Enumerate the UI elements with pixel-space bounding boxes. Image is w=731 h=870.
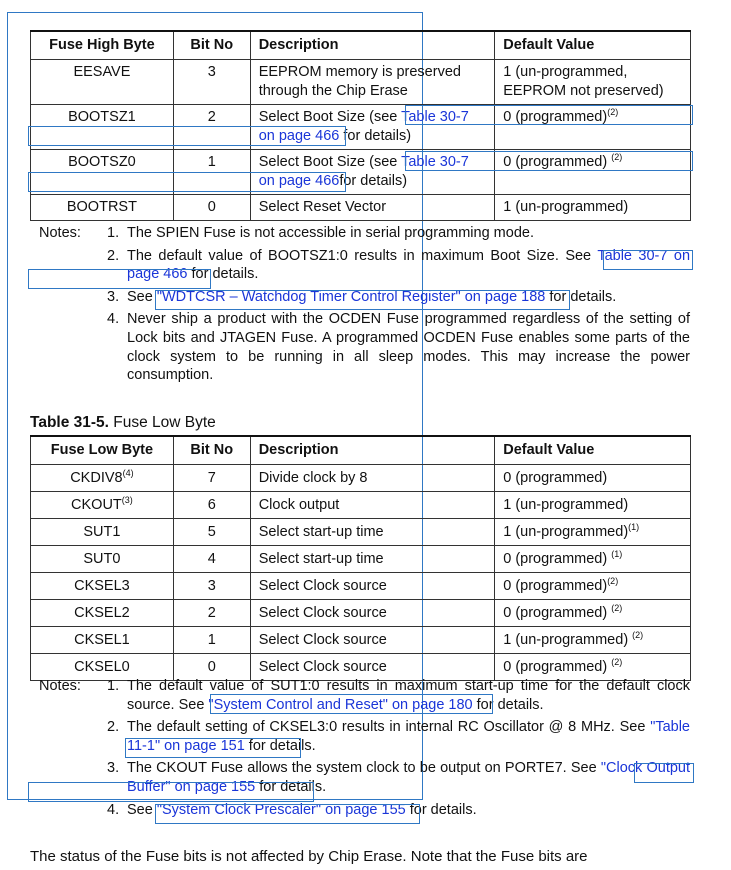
bit-no: 0	[173, 654, 250, 681]
bit-no: 5	[173, 519, 250, 546]
default-value: 0 (programmed) $^{(2)}$	[495, 600, 691, 627]
fuse-low-byte-table	[30, 435, 691, 681]
fuse-name: CKSEL3	[31, 573, 174, 600]
fuse-name: CKSEL1	[31, 627, 174, 654]
default-value: 0 (programmed)	[495, 465, 691, 492]
header-bit-no: Bit No	[173, 31, 250, 60]
description: Select Boot Size (see Table 30-7 on page 466 for details)	[250, 105, 495, 150]
header-bit-no: Bit No	[173, 436, 250, 465]
default-value: 1 (un-programmed) $^{(2)}$	[495, 627, 691, 654]
header-description: Description	[250, 436, 495, 465]
table-header-row	[31, 31, 691, 60]
table-row	[31, 465, 691, 492]
bit-no: 2	[173, 600, 250, 627]
table-30-7-link[interactable]: Table 30-7 on page 466	[258, 154, 469, 189]
fuse-name: CKDIV8$^{(4)}$	[31, 465, 174, 492]
wdtcsr-link[interactable]: "WDTCSR – Watchdog Timer Control Register" on page 188	[156, 288, 546, 305]
note-item: 2. The default setting of CKSEL3:0 results in internal RC Oscillator @ 8 MHz. See "Table 11-1" on page 151 for details.	[107, 719, 690, 754]
default-value: 0 (programmed)$^{(2)}$	[495, 105, 691, 150]
header-default-value: Default Value	[495, 436, 691, 465]
fuse-name: EESAVE	[31, 60, 174, 105]
default-value: 1 (un-programmed, EEPROM not preserved)	[495, 60, 691, 105]
fuse-name: BOOTSZ1	[31, 105, 174, 150]
fuse-name: BOOTSZ0	[31, 150, 174, 195]
note-item: 4. See "System Clock Prescaler" on page 155 for details.	[107, 801, 477, 818]
bit-no: 2	[173, 105, 250, 150]
table-row	[31, 195, 691, 221]
notes-low-byte	[30, 677, 690, 823]
default-value: 0 (programmed)$^{(2)}$	[495, 573, 691, 600]
default-value: 0 (programmed) $^{(2)}$	[495, 150, 691, 195]
bit-no: 0	[173, 195, 250, 221]
description: Select Clock source	[250, 654, 495, 681]
bit-no: 3	[173, 573, 250, 600]
fuse-name: SUT0	[31, 546, 174, 573]
fuse-name: CKSEL0	[31, 654, 174, 681]
system-clock-prescaler-link[interactable]: "System Clock Prescaler" on page 155	[156, 801, 406, 818]
table-header-row	[31, 436, 691, 465]
table-row	[31, 600, 691, 627]
bit-no: 6	[173, 492, 250, 519]
note-item: 3. See "WDTCSR – Watchdog Timer Control Register" on page 188 for details.	[107, 288, 617, 305]
note-item: 2. The default value of BOOTSZ1:0 results in maximum Boot Size. See Table 30-7 on page 466 for details.	[107, 247, 691, 283]
description: Divide clock by 8	[250, 465, 495, 492]
table-row	[31, 627, 691, 654]
description: Clock output	[250, 492, 495, 519]
table-row	[31, 519, 691, 546]
table-row	[31, 105, 691, 150]
fuse-high-byte-table	[30, 30, 691, 221]
default-value: 1 (un-programmed)$^{(1)}$	[495, 519, 691, 546]
bit-no: 7	[173, 465, 250, 492]
table-11-1-link[interactable]: "Table 11-1" on page 151	[127, 719, 690, 754]
fuse-name: CKOUT$^{(3)}$	[31, 492, 174, 519]
description: Select Reset Vector	[250, 195, 495, 221]
description: Select Clock source	[250, 573, 495, 600]
note-item: 1. The default value of SUT1:0 results in maximum start-up time for the default clock source. See "System Control and Reset" on page 180 for details.	[107, 678, 690, 713]
table-row	[31, 60, 691, 105]
footnote-ref: (2)	[607, 107, 619, 117]
table-number: Table 31-5.	[30, 414, 109, 431]
note-item: 1. The SPIEN Fuse is not accessible in serial programming mode.	[107, 225, 534, 241]
description: EEPROM memory is preserved through the Chip Erase	[250, 60, 495, 105]
default-value: 1 (un-programmed)	[495, 195, 691, 221]
description: Select Clock source	[250, 627, 495, 654]
system-control-reset-link[interactable]: "System Control and Reset" on page 180	[208, 696, 473, 713]
body-paragraph: The status of the Fuse bits is not affected by Chip Erase. Note that the Fuse bits are	[30, 848, 588, 865]
header-fuse-low-byte: Fuse Low Byte	[31, 436, 174, 465]
notes-high-byte	[30, 224, 690, 389]
default-value: 0 (programmed) $^{(1)}$	[495, 546, 691, 573]
table-30-7-link[interactable]: Table 30-7 on page 466	[127, 247, 691, 283]
clock-output-buffer-link[interactable]: "Clock Output Buffer" on page 155	[127, 760, 691, 795]
table-row	[31, 150, 691, 195]
default-value: 1 (un-programmed)	[495, 492, 691, 519]
header-fuse-high-byte: Fuse High Byte	[31, 31, 174, 60]
table-30-7-link[interactable]: Table 30-7 on page 466	[258, 109, 469, 144]
header-default-value: Default Value	[495, 31, 691, 60]
description: Select start-up time	[250, 546, 495, 573]
bit-no: 1	[173, 627, 250, 654]
header-description: Description	[250, 31, 495, 60]
notes-label: Notes:	[39, 225, 81, 241]
description: Select Boot Size (see Table 30-7 on page 466for details)	[250, 150, 495, 195]
description: Select Clock source	[250, 600, 495, 627]
note-item: 3. The CKOUT Fuse allows the system clock to be output on PORTE7. See "Clock Output Buffer" on page 155 for details.	[107, 760, 691, 795]
note-item: 4. Never ship a product with the OCDEN Fuse programmed regardless of the setting of Lock bits and JTAGEN Fuse. A programmed OCDEN Fuse enables some parts of the clock system to be running in all sleep modes. This may increase the power consumption.	[107, 311, 690, 384]
table-title: Fuse Low Byte	[108, 414, 216, 431]
notes-label: Notes:	[39, 678, 81, 694]
table-caption	[30, 414, 216, 432]
bit-no: 1	[173, 150, 250, 195]
fuse-name: SUT1	[31, 519, 174, 546]
table-row	[31, 573, 691, 600]
description: Select start-up time	[250, 519, 495, 546]
fuse-name: BOOTRST	[31, 195, 174, 221]
bit-no: 4	[173, 546, 250, 573]
table-row	[31, 546, 691, 573]
bit-no: 3	[173, 60, 250, 105]
footnote-ref: (2)	[611, 152, 623, 162]
default-value: 0 (programmed) $^{(2)}$	[495, 654, 691, 681]
table-row	[31, 492, 691, 519]
fuse-name: CKSEL2	[31, 600, 174, 627]
